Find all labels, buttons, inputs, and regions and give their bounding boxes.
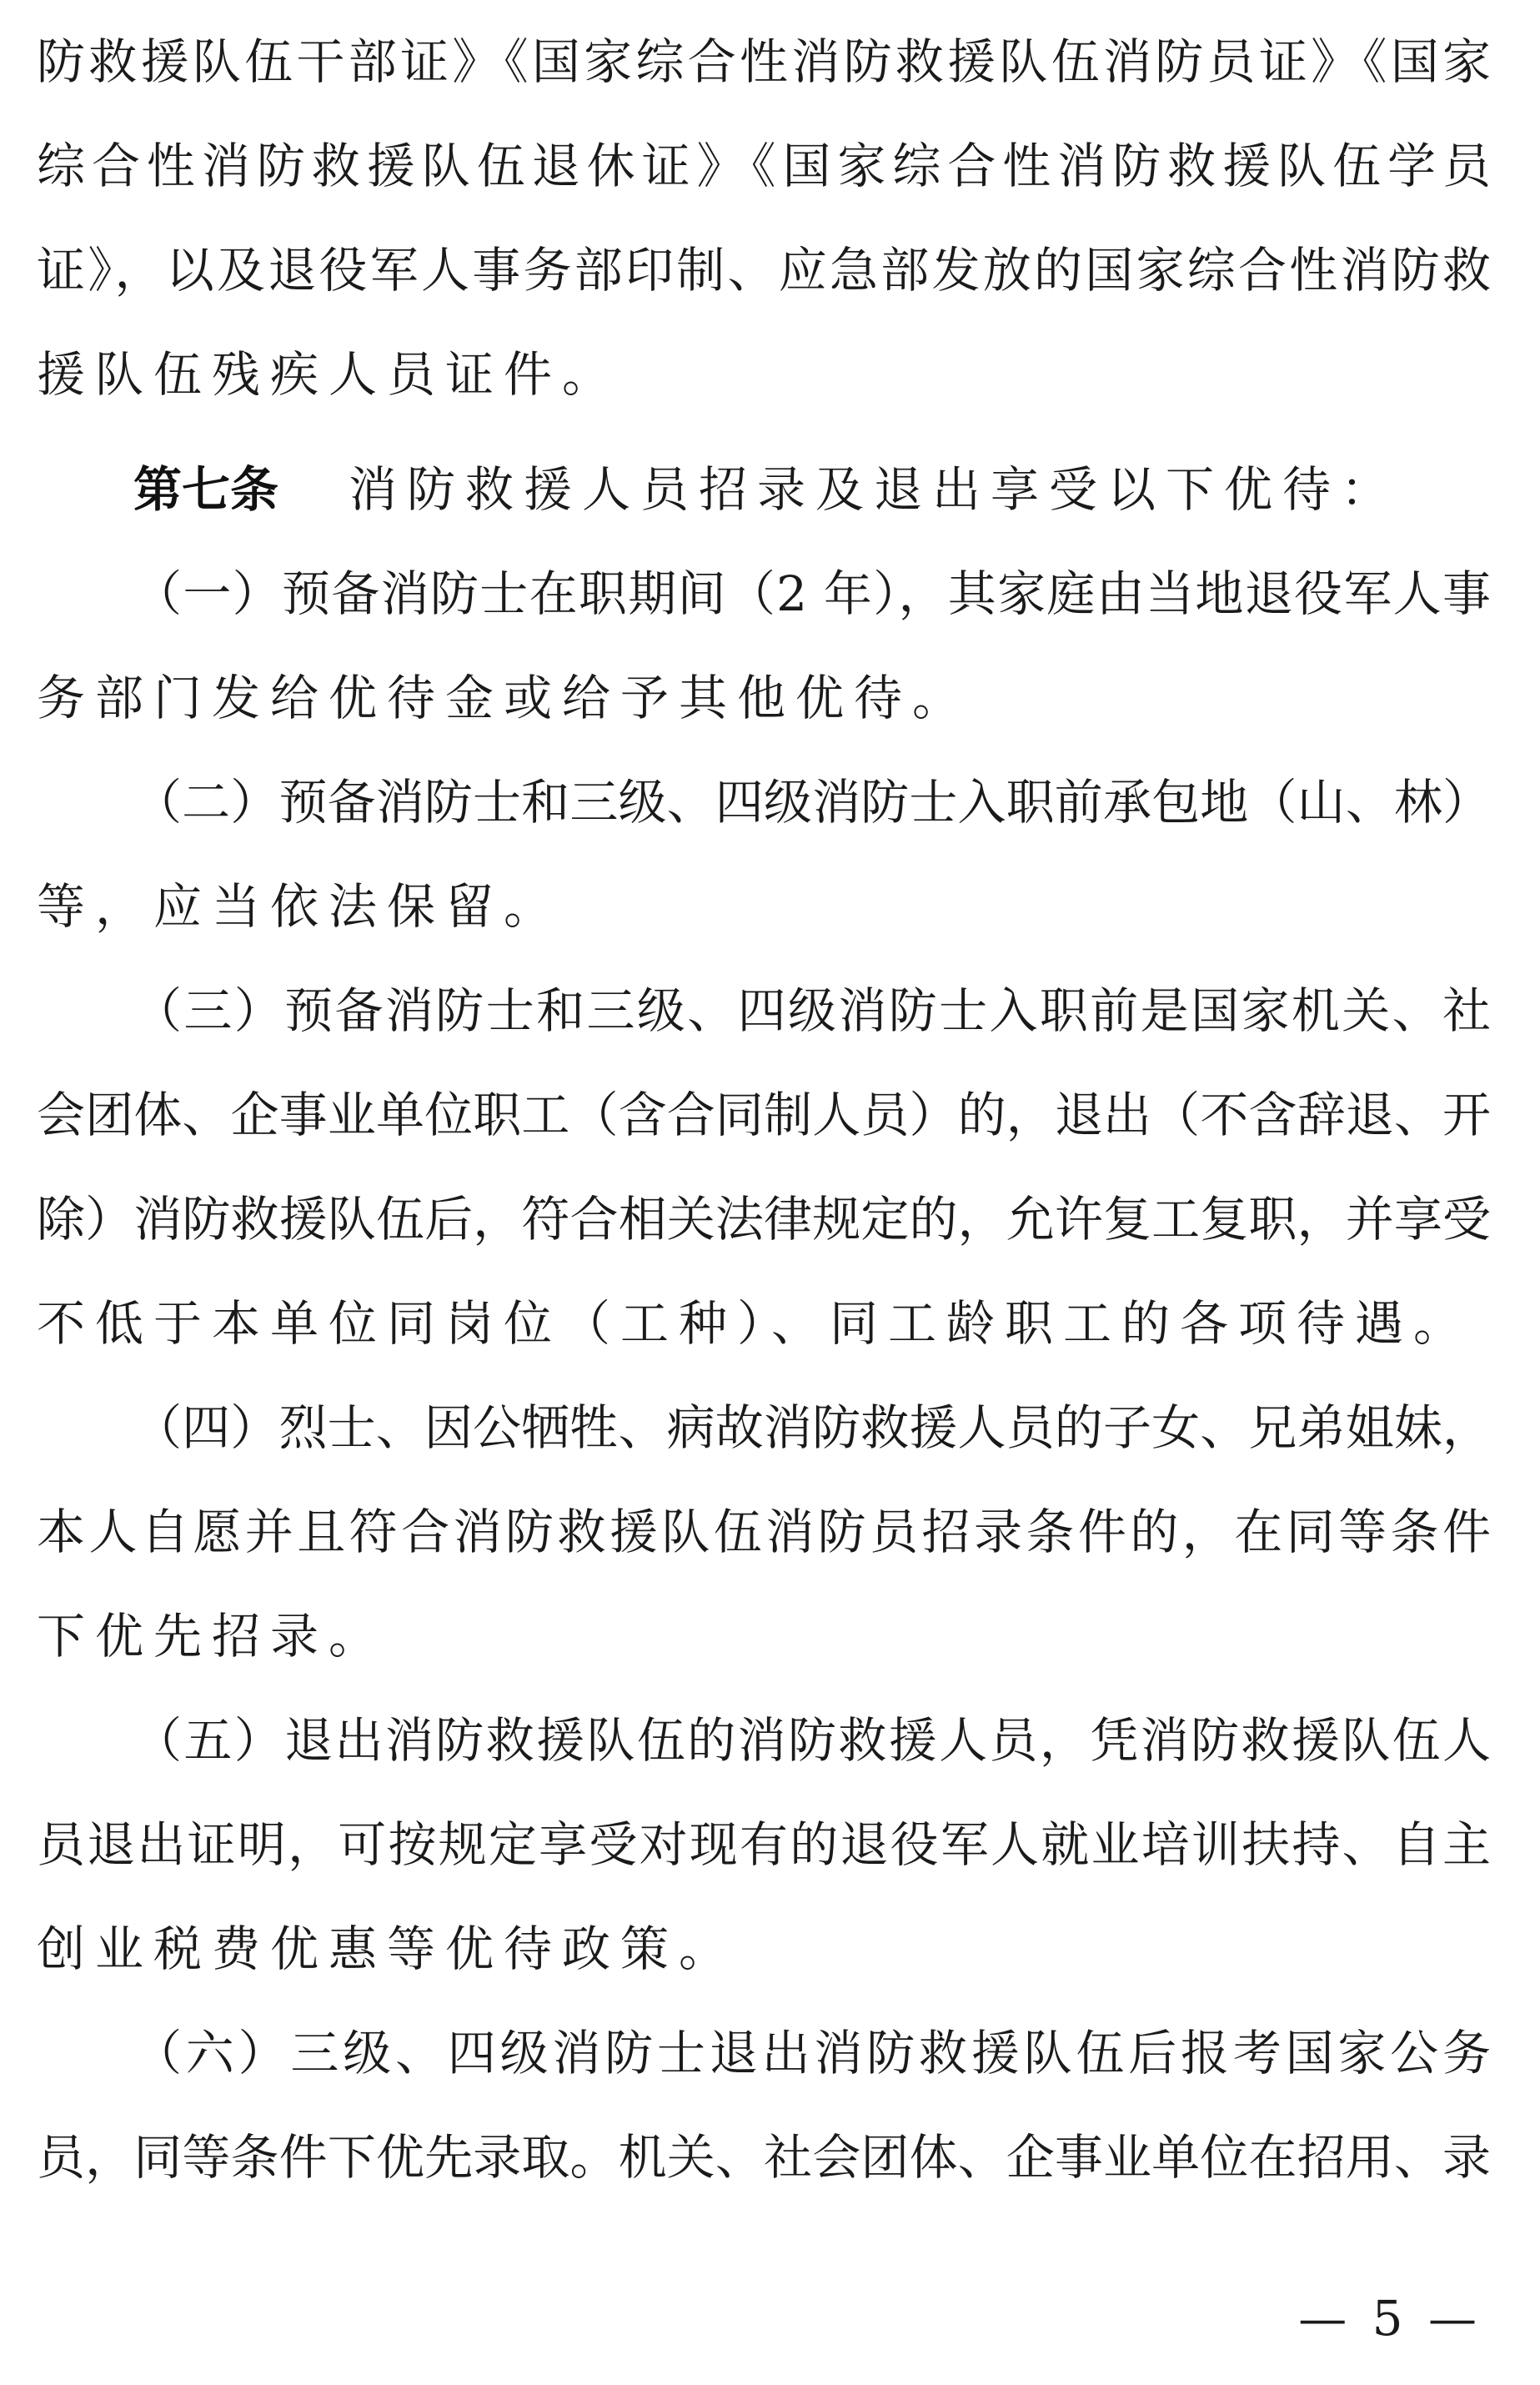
paragraph-line: 员退出证明，可按规定享受对现有的退役军人就业培训扶持、自主	[37, 1816, 1491, 1873]
paragraph-line: （一）预备消防士在职期间（2 年），其家庭由当地退役军人事	[133, 565, 1491, 622]
text-line: 防救援队伍干部证》《国家综合性消防救援队伍消防员证》《国家	[37, 33, 1491, 90]
text-line: 综合性消防救援队伍退休证》《国家综合性消防救援队伍学员	[37, 138, 1491, 194]
paragraph-line: 创业税费优惠等优待政策。	[37, 1921, 738, 1977]
paragraph-line: 等，应当依法保留。	[37, 878, 563, 935]
paragraph-line: （五）退出消防救援队伍的消防救援人员，凭消防救援队伍人	[133, 1712, 1491, 1769]
paragraph-line: 务部门发给优待金或给予其他优待。	[37, 670, 971, 726]
paragraph-line: 不低于本单位同岗位（工种）、同工龄职工的各项待遇。	[37, 1295, 1472, 1352]
paragraph-line: （六）三级、四级消防士退出消防救援队伍后报考国家公务	[133, 2025, 1491, 2081]
paragraph-line: （二）预备消防士和三级、四级消防士入职前承包地（山、林）	[133, 774, 1491, 831]
article-number: 第七条	[133, 461, 279, 518]
paragraph-line: 除）消防救援队伍后，符合相关法律规定的，允许复工复职，并享受	[37, 1191, 1491, 1248]
paragraph-line: 本人自愿并且符合消防救援队伍消防员招录条件的，在同等条件	[37, 1504, 1491, 1560]
paragraph-line: 员，同等条件下优先录取。机关、社会团体、企事业单位在招用、录	[37, 2129, 1491, 2186]
text-line: 援队伍残疾人员证件。	[37, 346, 621, 403]
article-text: 消防救援人员招录及退出享受以下优待：	[349, 461, 1400, 518]
paragraph-line: （四）烈士、因公牺牲、病故消防救援人员的子女、兄弟姐妹，	[133, 1399, 1491, 1456]
text-line: 证》，以及退役军人事务部印制、应急部发放的国家综合性消防救	[37, 242, 1491, 299]
paragraph-line: （三）预备消防士和三级、四级消防士入职前是国家机关、社	[133, 982, 1491, 1039]
paragraph-line: 下优先招录。	[37, 1608, 388, 1664]
page-number: — 5 —	[1298, 2290, 1482, 2347]
paragraph-line: 会团体、企事业单位职工（含合同制人员）的，退出（不含辞退、开	[37, 1087, 1491, 1143]
